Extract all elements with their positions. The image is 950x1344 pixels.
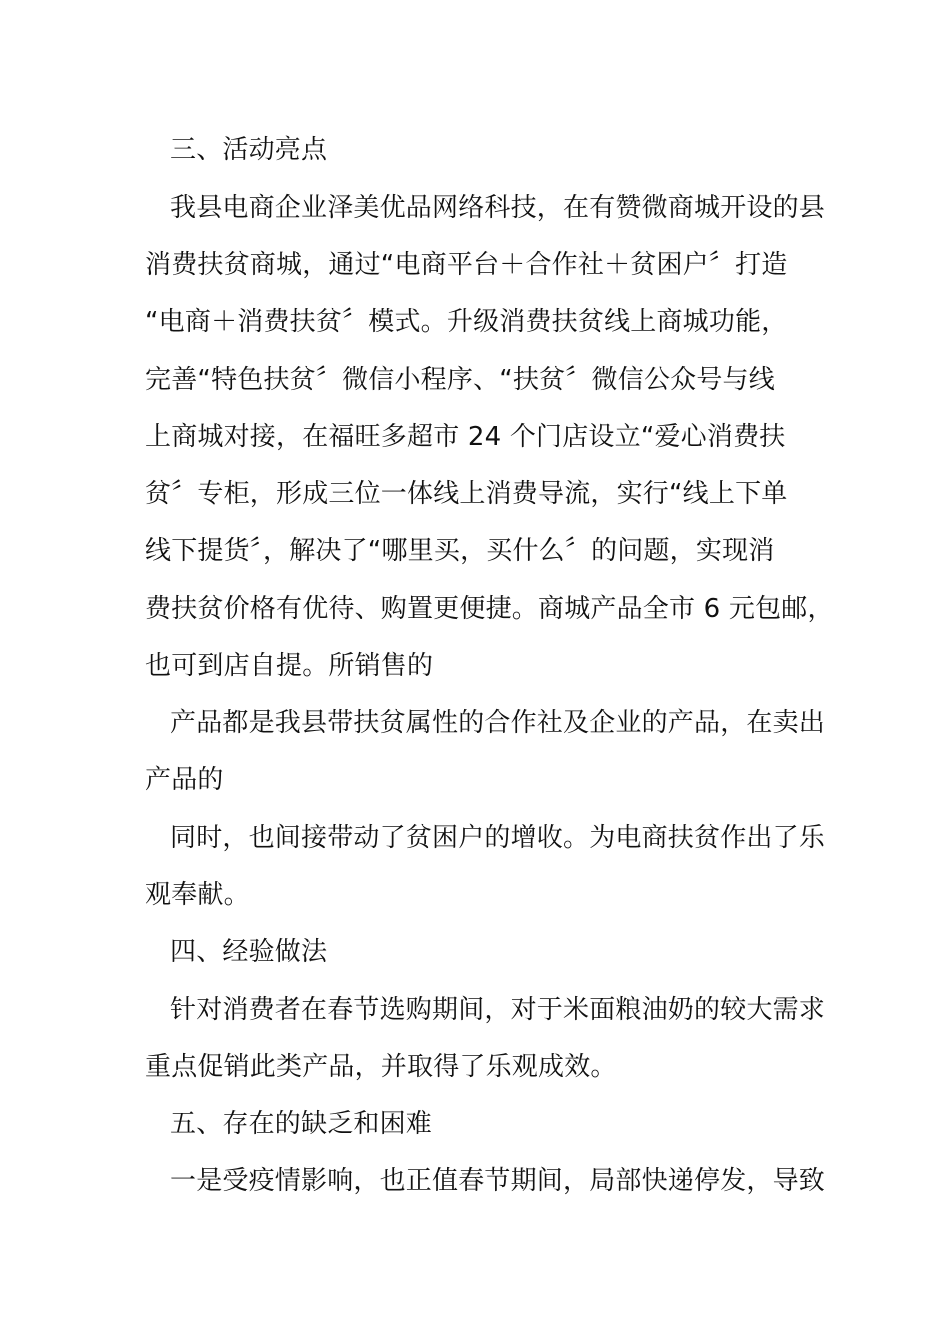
section-heading-experience: 四、经验做法	[170, 937, 328, 967]
section-heading-highlights: 三、活动亮点	[170, 135, 328, 165]
section-heading-difficulties: 五、存在的缺乏和困难	[170, 1109, 433, 1139]
paragraph-line: 产品都是我县带扶贫属性的合作社及企业的产品，在卖出	[170, 708, 826, 738]
paragraph-line: 我县电商企业泽美优品网络科技，在有赞微商城开设的县	[170, 193, 826, 223]
paragraph-line: 观奉献。	[145, 880, 250, 910]
paragraph-line: 也可到店自提。所销售的	[145, 651, 434, 681]
paragraph-line: 线下提货〞，解决了“哪里买，买什么〞的问题，实现消	[145, 536, 775, 566]
paragraph-line: 同时，也间接带动了贫困户的增收。为电商扶贫作出了乐	[170, 823, 826, 853]
paragraph-line: 一是受疫情影响，也正值春节期间，局部快递停发，导致	[170, 1166, 826, 1196]
paragraph-line: 重点促销此类产品，并取得了乐观成效。	[145, 1052, 617, 1082]
paragraph-line: 上商城对接，在福旺多超市 24 个门店设立“爱心消费扶	[145, 422, 786, 452]
paragraph-line: 费扶贫价格有优待、购置更便捷。商城产品全市 6 元包邮，	[145, 594, 834, 624]
paragraph-line: 完善“特色扶贫〞微信小程序、“扶贫〞微信公众号与线	[145, 365, 775, 395]
paragraph-line: 贫〞专柜，形成三位一体线上消费导流，实行“线上下单	[145, 479, 788, 509]
paragraph-line: 产品的	[145, 765, 224, 795]
paragraph-line: 消费扶贫商城，通过“电商平台＋合作社＋贫困户〞打造	[145, 250, 788, 280]
paragraph-line: “电商＋消费扶贫〞模式。升级消费扶贫线上商城功能，	[145, 307, 788, 337]
paragraph-line: 针对消费者在春节选购期间，对于米面粮油奶的较大需求	[170, 995, 826, 1025]
